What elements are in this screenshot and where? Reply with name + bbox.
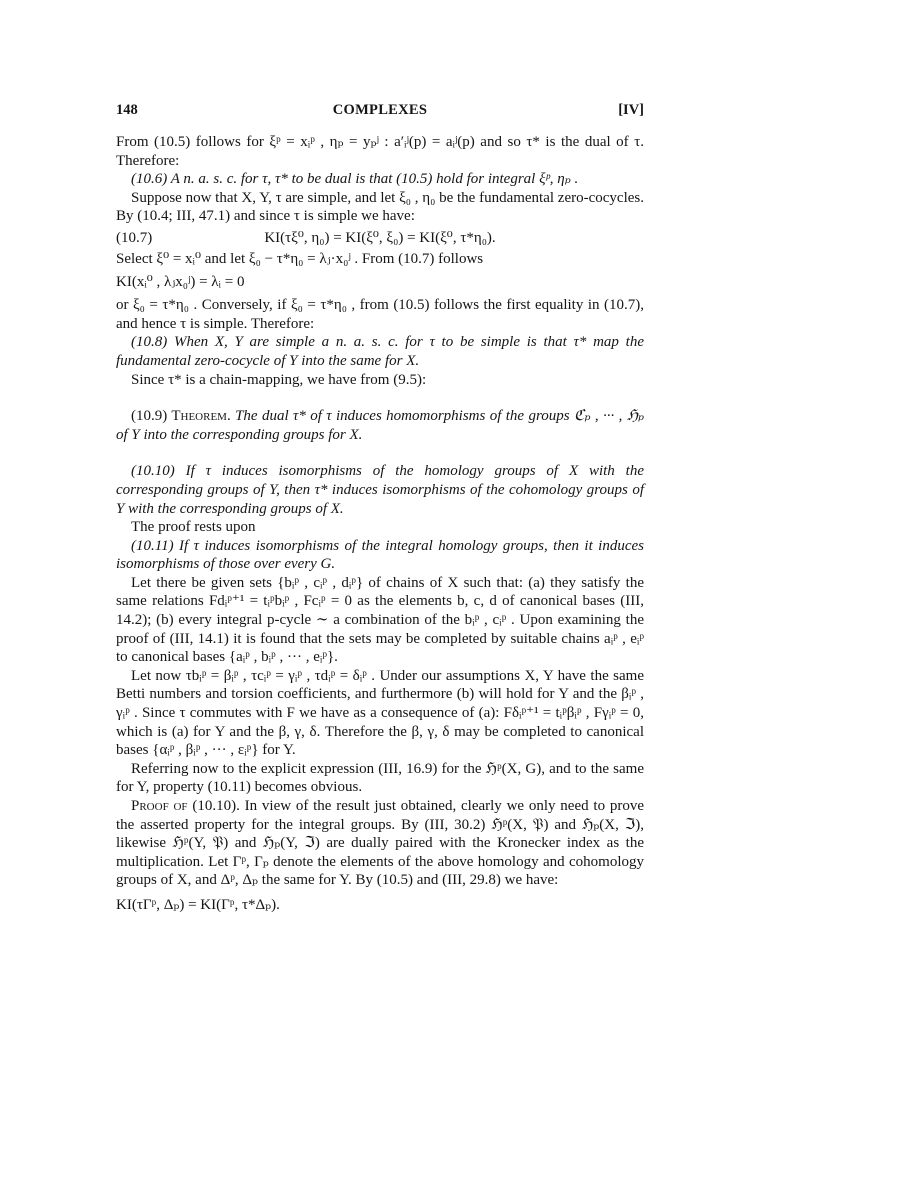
page-body [116,133,644,915]
paragraph: Let there be given sets {bᵢᵖ , cᵢᵖ , dᵢᵖ} of chains of X such that: (a) they satisfy the same relations Fdᵢᵖ⁺¹ = tᵢᵖbᵢᵖ , Fcᵢᵖ = 0 as the elements b, c, d of canonical bases (III, 14.2); (b) every integral p-cycle ∼ a combination of the bᵢᵖ , cᵢᵖ . Upon examining the proof of (III, 14.1) it is found that the sets may be completed by suitable chains aᵢᵖ , eᵢᵖ to canonical bases {aᵢᵖ , bᵢᵖ , ··· , eᵢᵖ}. [116,574,644,666]
equation-label: (10.7) [116,229,153,246]
running-header [116,102,644,122]
paragraph: Select ξ⁰ = xᵢ⁰ and let ξ₀ − τ*η₀ = λⱼ·x₀ʲ . From (10.7) follows [116,250,484,267]
paragraph: Since τ* is a chain-mapping, we have from (9.5): [131,371,427,388]
paragraph: The proof rests upon [131,519,256,536]
equation-10-7 [116,226,644,250]
proposition-10-11: (10.11) If τ induces isomorphisms of the integral homology groups, then it induces isomorphisms of those over every G. [116,537,644,573]
page-number: 148 [116,102,138,118]
theorem-label: (10.9) Theorem. [131,408,231,425]
display-equation: KI(τΓᵖ, Δₚ) = KI(Γᵖ, τ*Δₚ). [116,896,280,913]
paragraph: From (10.5) follows for ξᵖ = xᵢᵖ , ηₚ = yₚʲ : a′ᵢʲ(p) = aᵢʲ(p) and so τ* is the dual of τ. Therefore: [116,134,644,169]
proposition-10-6: (10.6) A n. a. s. c. for τ, τ* to be dual is that (10.5) hold for integral ξᵖ, ηₚ . [131,171,579,188]
chapter-title: COMPLEXES [332,102,428,118]
proposition-10-8: (10.8) When X, Y are simple a n. a. s. c. for τ to be simple is that τ* map the fundamental zero-cocycle of Y into the same for X. [116,334,644,369]
theorem-10-9 [116,407,644,444]
display-equation: KI(xᵢ⁰ , λⱼx₀ʲ) = λᵢ = 0 [116,273,245,290]
proof-text: (10.10). In view of the result just obtained, clearly we only need to prove the asserted property for the integral groups. By (III, 30.2) ℌᵖ(X, 𝔓) and ℌₚ(X, ℑ), likewise ℌᵖ(Y, 𝔓) and ℌₚ(Y, ℑ) are dually paired with the Kronecker index as the multiplication. Let Γᵖ, Γₚ denote the elements of the above homology and cohomology groups of X, and Δᵖ, Δₚ the same for Y. By (10.5) and (III, 29.8) we have: [116,798,645,889]
proof-10-10 [116,797,644,890]
paragraph: Suppose now that X, Y, τ are simple, and let ξ₀ , η₀ be the fundamental zero-cocycles. By (10.4; III, 47.1) and since τ is simple we have: [116,189,644,225]
paragraph: or ξ₀ = τ*η₀ . Conversely, if ξ₀ = τ*η₀ , from (10.5) follows the first equality in (10.7), and hence τ is simple. Therefore: [116,297,644,332]
theorem-statement: The dual τ* of τ induces homomorphisms of the groups ℭₚ , ··· , ℌₚ of Y into the corresponding groups for X. [116,408,645,443]
paragraph: Let now τbᵢᵖ = βᵢᵖ , τcᵢᵖ = γᵢᵖ , τdᵢᵖ = δᵢᵖ . Under our assumptions X, Y have the same Betti numbers and torsion coefficients, and furthermore (b) will hold for Y and the βᵢᵖ , γᵢᵖ . Since τ commutes with F we have as a consequence of (a): Fδᵢᵖ⁺¹ = tᵢᵖβᵢᵖ , Fγᵢᵖ = 0, which is (a) for Y and the β, γ, δ. Therefore the β, γ, δ may be completed to canonical bases {αᵢᵖ , βᵢᵖ , ··· , εᵢᵖ} for Y. [116,667,644,759]
proposition-10-10: (10.10) If τ induces isomorphisms of the homology groups of X with the corresponding groups of Y, then τ* induces isomorphisms of the cohomology groups of Y with the corresponding groups of X. [116,463,644,517]
proof-label: Proof of [131,798,188,814]
paragraph: Referring now to the explicit expression (III, 16.9) for the ℌᵖ(X, G), and to the same for Y, property (10.11) becomes obvious. [116,760,644,796]
equation-body: KI(τξ⁰, η₀) = KI(ξ⁰, ξ₀) = KI(ξ⁰, τ*η₀). [264,229,496,246]
chapter-number: [IV] [618,102,644,118]
